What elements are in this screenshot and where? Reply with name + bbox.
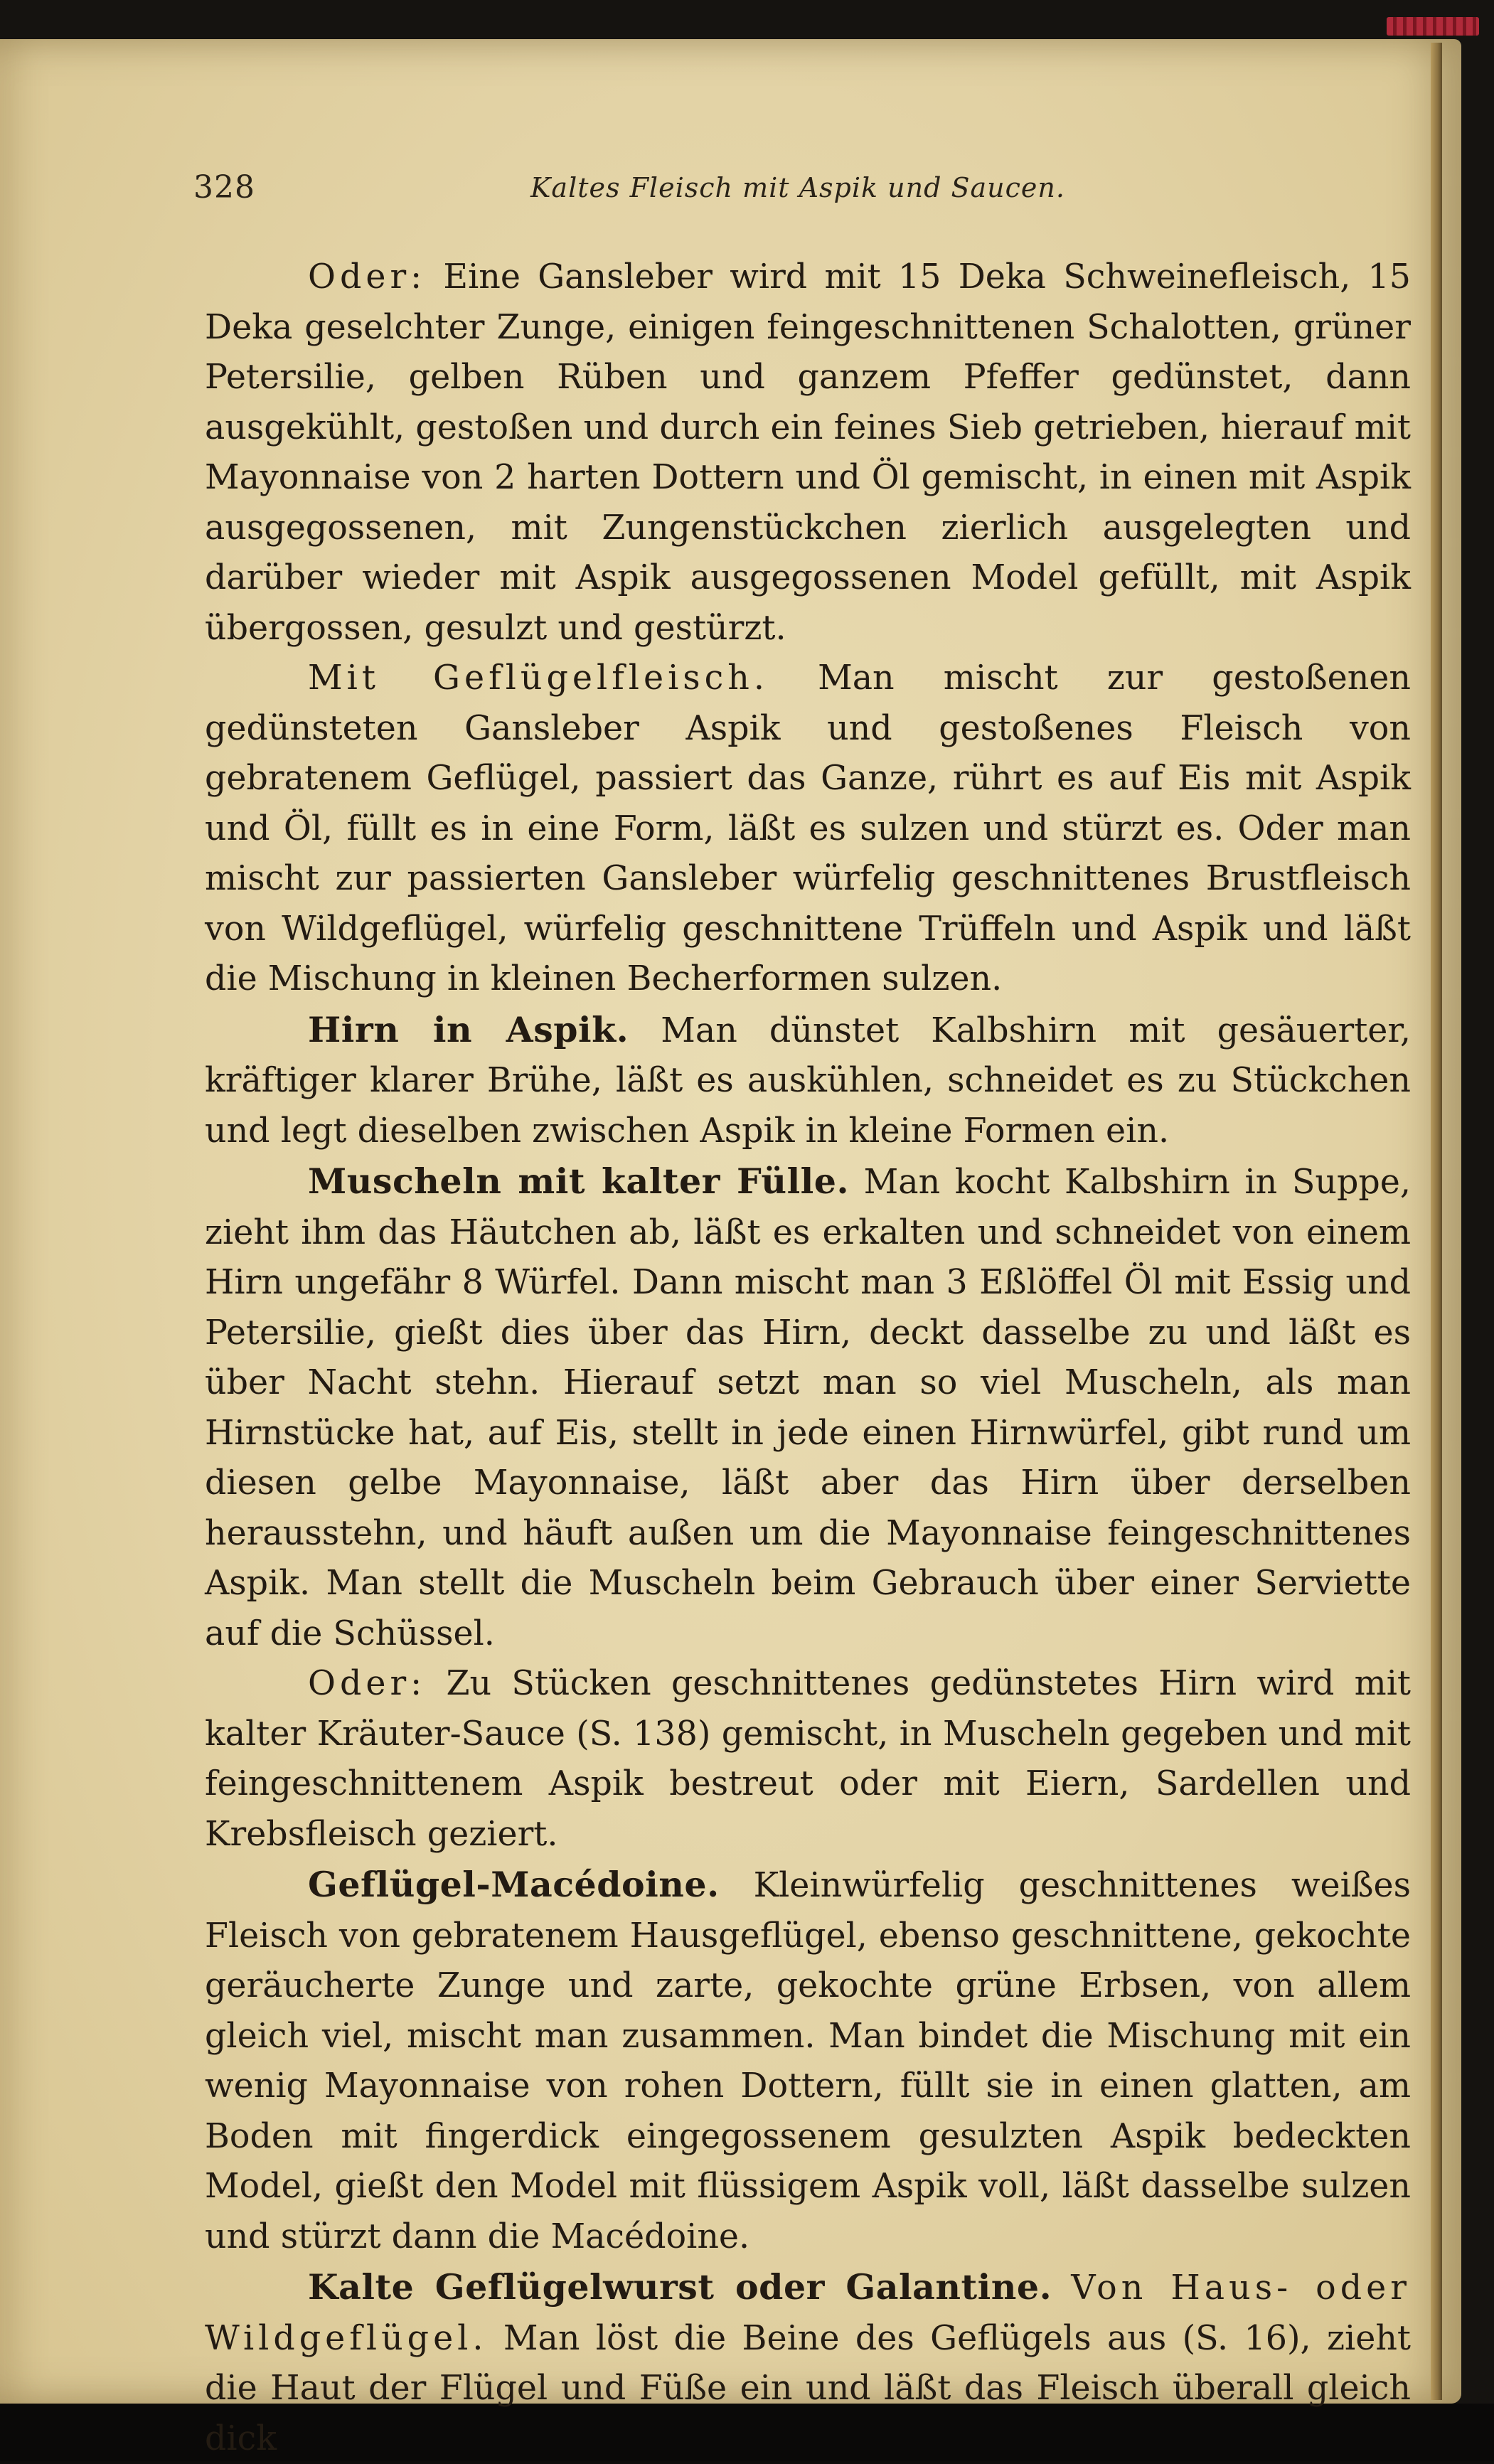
paragraph-lead: Oder: <box>308 1664 427 1703</box>
paragraph <box>205 654 1411 1005</box>
paragraph-lead: Von Haus- oder Wildgeflügel. <box>205 2268 1411 2358</box>
page-number: 328 <box>193 169 255 206</box>
page-header <box>193 169 1402 212</box>
paragraph <box>205 1659 1411 1860</box>
paragraph <box>205 252 1411 654</box>
running-head: Kaltes Fleisch mit Aspik und Saucen. <box>530 172 1065 203</box>
body-text <box>205 252 1411 2464</box>
paragraph-text: Man löst die Beine des Geflügels aus (S. 16), zieht die Haut der Flügel und Füße ein und läßt das Fleisch überall gleich dick <box>205 2318 1411 2458</box>
paragraph <box>205 1156 1411 1659</box>
paragraph-text: Man dünstet Kalbshirn mit gesäuerter, kräftiger klarer Brühe, läßt es auskühlen, schneidet es zu Stückchen und legt dieselben zwischen Aspik in kleine Formen ein. <box>205 1010 1412 1151</box>
recipe-heading: Geflügel-Macédoine. <box>308 1864 720 1905</box>
recipe-heading: Muscheln mit kalter Fülle. <box>308 1161 850 1202</box>
bookmark-ribbon <box>1387 17 1479 36</box>
paragraph-text: Eine Gansleber wird mit 15 Deka Schweinefleisch, 15 Deka geselchter Zunge, einigen feingeschnittenen Schalotten, grüner Petersilie, gelben Rüben und ganzem Pfeffer gedünstet, dann ausgekühlt, gestoßen und durch ein feines Sieb getrieben, hierauf mit Mayonnaise von 2 harten Dottern und Öl gemischt, in einen mit Aspik ausgegossenen, mit Zungenstückchen zierlich ausgelegten und darüber wieder mit Aspik ausgegossenen Model gefüllt, mit Aspik übergossen, gesulzt und gestürzt. <box>205 257 1411 648</box>
recipe-heading: Kalte Geflügelwurst oder Galantine. <box>308 2266 1052 2308</box>
paragraph <box>205 1005 1411 1157</box>
paragraph-lead: Oder: <box>308 257 427 297</box>
paragraph-text: Kleinwürfelig geschnittenes weißes Fleisch von gebratenem Hausgeflügel, ebenso geschnittene, gekochte geräucherte Zunge und zarte, gekochte grüne Erbsen, von allem gleich viel, mischt man zusammen. Man bindet die Mischung mit ein wenig Mayonnaise von rohen Dottern, füllt sie in einen glatten, am Boden mit fingerdick eingegossenem gesulzten Aspik bedeckten Model, gießt den Model mit flüssigem Aspik voll, läßt dasselbe sulzen und stürzt dann die Macédoine. <box>205 1866 1411 2256</box>
paragraph-lead: Mit Geflügelfleisch. <box>308 658 769 698</box>
page-edge <box>1431 43 1442 2400</box>
recipe-heading: Hirn in Aspik. <box>308 1008 629 1050</box>
paragraph <box>205 2262 1411 2464</box>
paragraph <box>205 1860 1411 2262</box>
paragraph-text: Zu Stücken geschnittenes gedünstetes Hirn wird mit kalter Kräuter-Sauce (S. 138) gemischt, in Muscheln gegeben und mit feingeschnittenem Aspik bestreut oder mit Eiern, Sardellen und Krebsfleisch geziert. <box>205 1664 1411 1854</box>
paragraph-text: Man kocht Kalbshirn in Suppe, zieht ihm das Häutchen ab, läßt es erkalten und schneidet von einem Hirn ungefähr 8 Würfel. Dann mischt man 3 Eßlöffel Öl mit Essig und Petersilie, gießt dies über das Hirn, deckt dasselbe zu und läßt es über Nacht stehn. Hierauf setzt man so viel Muscheln, als man Hirnstücke hat, auf Eis, stellt in jede einen Hirnwürfel, gibt rund um diesen gelbe Mayonnaise, läßt aber das Hirn über derselben herausstehn, und häuft außen um die Mayonnaise feingeschnittenes Aspik. Man stellt die Muscheln beim Gebrauch über einer Serviette auf die Schüssel. <box>205 1163 1411 1653</box>
paragraph-text: Man mischt zur gestoßenen gedünsteten Gansleber Aspik und gestoßenes Fleisch von gebratenem Geflügel, passiert das Ganze, rührt es auf Eis mit Aspik und Öl, füllt es in eine Form, läßt es sulzen und stürzt es. Oder man mischt zur passierten Gansleber würfelig geschnittenes Brustfleisch von Wildgeflügel, würfelig geschnittene Trüffeln und Aspik und läßt die Mischung in kleinen Becherformen sulzen. <box>205 658 1411 998</box>
